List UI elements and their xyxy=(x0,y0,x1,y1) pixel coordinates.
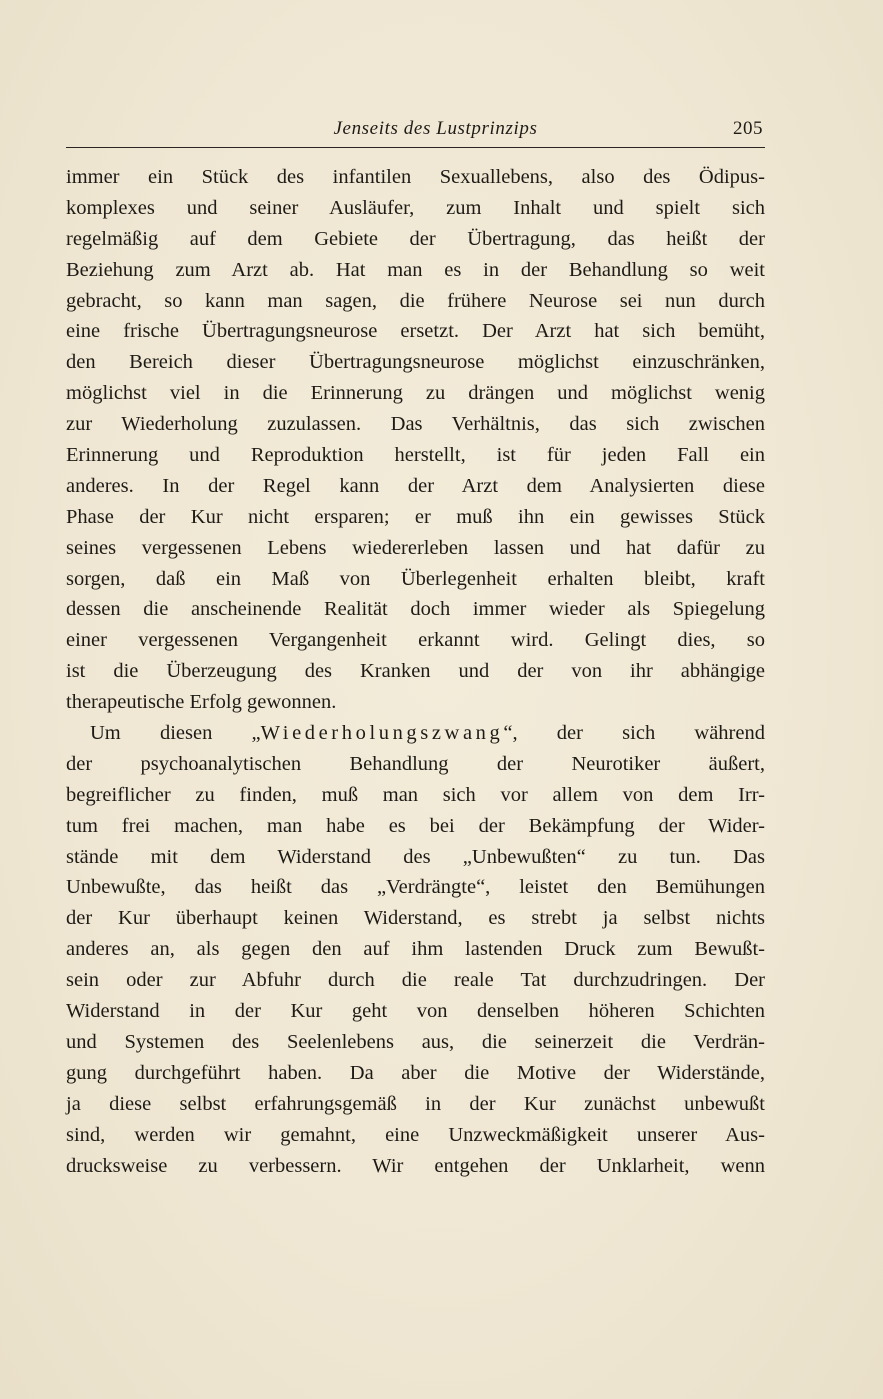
running-header xyxy=(66,118,765,144)
text-segment: “, der sich während xyxy=(503,722,765,745)
text-line: zur Wiederholung zuzulassen. Das Verhältnis, das sich zwischen xyxy=(66,413,765,436)
text-line: stände mit dem Widerstand des „Unbewußten“ zu tun. Das xyxy=(66,845,765,868)
text-line: dessen die anscheinende Realität doch immer wieder als Spiegelung xyxy=(66,598,765,621)
text-line: Erinnerung und Reproduktion herstellt, ist für jeden Fall ein xyxy=(66,444,765,467)
text-line: begreiflicher zu finden, muß man sich vor allem von dem Irr- xyxy=(66,783,765,806)
body-text xyxy=(66,162,765,1181)
text-segment: Um diesen „ xyxy=(90,722,261,745)
text-line: tum frei machen, man habe es bei der Bekämpfung der Wider- xyxy=(66,814,765,837)
emphasized-term: Wiederholungszwang xyxy=(260,722,504,745)
header-rule xyxy=(66,147,765,148)
text-line: eine frische Übertragungsneurose ersetzt. Der Arzt hat sich bemüht, xyxy=(66,320,765,343)
text-line: immer ein Stück des infantilen Sexuallebens, also des Ödipus- xyxy=(66,166,765,188)
text-line: der psychoanalytischen Behandlung der Neurotiker äußert, xyxy=(66,752,765,775)
paragraph-1 xyxy=(66,162,765,718)
text-line: komplexes und seiner Ausläufer, zum Inhalt und spielt sich xyxy=(66,196,765,219)
text-line: ist die Überzeugung des Kranken und der von ihr abhängige xyxy=(66,660,765,683)
text-line: und Systemen des Seelenlebens aus, die seinerzeit die Verdrän- xyxy=(66,1030,765,1053)
text-line: regelmäßig auf dem Gebiete der Übertragung, das heißt der xyxy=(66,227,765,250)
text-line: möglichst viel in die Erinnerung zu drängen und möglichst wenig xyxy=(66,382,765,405)
text-line: sein oder zur Abfuhr durch die reale Tat durchzudringen. Der xyxy=(66,969,765,992)
text-line: sind, werden wir gemahnt, eine Unzweckmäßigkeit unserer Aus- xyxy=(66,1123,765,1146)
text-line: sorgen, daß ein Maß von Überlegenheit erhalten bleibt, kraft xyxy=(66,567,765,590)
text-line: Unbewußte, das heißt das „Verdrängte“, leistet den Bemühungen xyxy=(66,876,765,899)
text-line: seines vergessenen Lebens wiedererleben lassen und hat dafür zu xyxy=(66,536,765,559)
text-line: den Bereich dieser Übertragungsneurose möglichst einzuschränken, xyxy=(66,351,765,374)
text-line: therapeutische Erfolg gewonnen. xyxy=(66,691,337,714)
text-line-first xyxy=(66,718,765,749)
text-line: ja diese selbst erfahrungsgemäß in der Kur zunächst unbewußt xyxy=(66,1092,765,1115)
text-line: Widerstand in der Kur geht von denselben höheren Schichten xyxy=(66,1000,765,1023)
page-number: 205 xyxy=(733,118,763,139)
text-line: der Kur überhaupt keinen Widerstand, es strebt ja selbst nichts xyxy=(66,907,765,930)
text-line: Beziehung zum Arzt ab. Hat man es in der Behandlung so weit xyxy=(66,258,765,281)
text-line: anderes. In der Regel kann der Arzt dem Analysierten diese xyxy=(66,474,765,497)
text-line: einer vergessenen Vergangenheit erkannt wird. Gelingt dies, so xyxy=(66,629,765,652)
text-line: gebracht, so kann man sagen, die frühere Neurose sei nun durch xyxy=(66,289,765,312)
running-title: Jenseits des Lustprinzips xyxy=(333,118,538,139)
text-line: gung durchgeführt haben. Da aber die Motive der Widerstände, xyxy=(66,1061,765,1084)
text-line: anderes an, als gegen den auf ihm lastenden Druck zum Bewußt- xyxy=(66,938,765,961)
paragraph-2 xyxy=(66,718,765,1181)
text-line: Phase der Kur nicht ersparen; er muß ihn ein gewisses Stück xyxy=(66,505,765,528)
text-line: drucksweise zu verbessern. Wir entgehen der Unklarheit, wenn xyxy=(66,1154,765,1177)
